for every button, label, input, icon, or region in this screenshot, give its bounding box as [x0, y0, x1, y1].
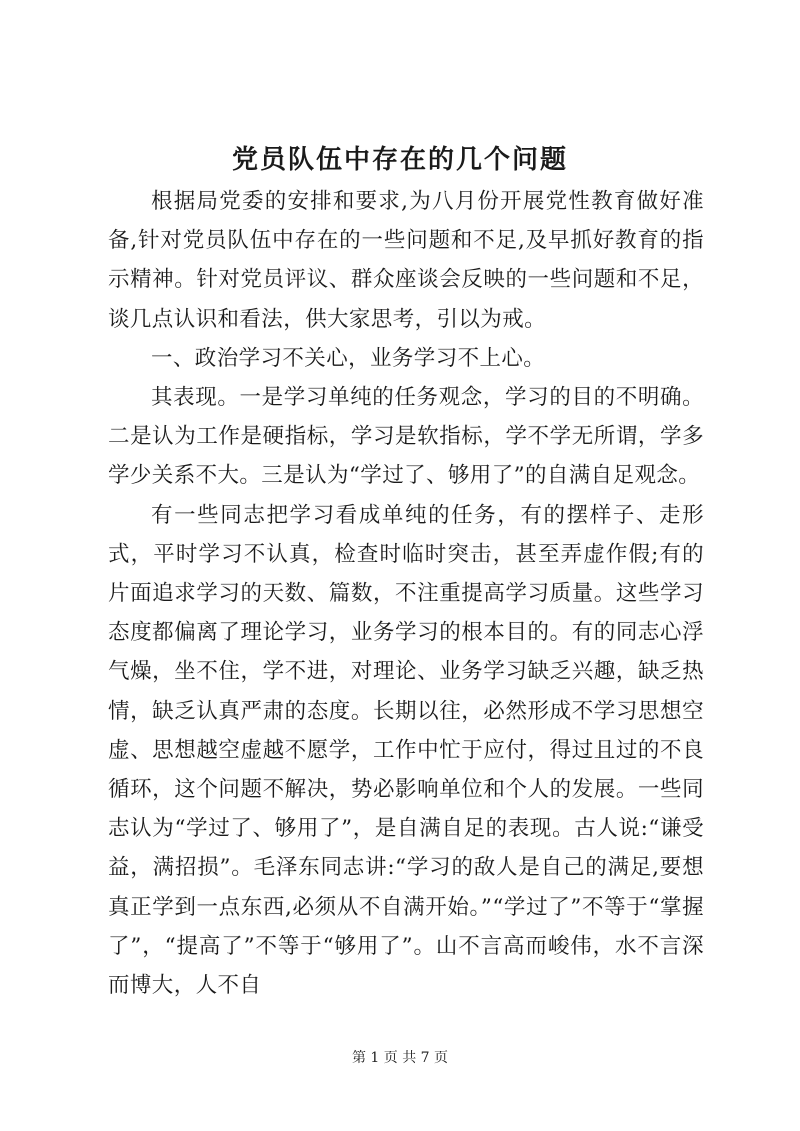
paragraph-analysis: 有一些同志把学习看成单纯的任务，有的摆样子、走形式，平时学习不认真，检查时临时突击，甚至弄虚作假;有的片面追求学习的天数、篇数，不注重提高学习质量。这些学习态度都偏离了理论学习，业务学习的根本目的。有的同志心浮气燥，坐不住，学不进，对理论、业务学习缺乏兴趣，缺乏热情，缺乏认真严肃的态度。长期以往，必然形成不学习思想空虚、思想越空虚越不愿学，工作中忙于应付，得过且过的不良循环，这个问题不解决，势必影响单位和个人的发展。一些同志认为“学过了、够用了”，是自满自足的表现。古人说:“谦受益，满招损”。毛泽东同志讲:“学习的敌人是自己的满足,要想真正学到一点东西,必须从不自满开始。”“学过了”不等于“掌握了”，“提高了”不等于“够用了”。山不言高而峻伟，水不言深而博大，人不自	[108, 502, 704, 999]
paragraph-section-heading: 一、政治学习不关心，业务学习不上心。	[151, 345, 546, 371]
document-body	[108, 182, 704, 1005]
document-title: 党员队伍中存在的几个问题	[231, 145, 568, 175]
paragraph-intro: 根据局党委的安排和要求,为八月份开展党性教育做好准备,针对党员队伍中存在的一些问题和不足,及早抓好教育的指示精神。针对党员评议、群众座谈会反映的一些问题和不足，谈几点认识和看法，供大家思考，引以为戒。	[108, 189, 704, 332]
paragraph-manifestations: 其表现。一是学习单纯的任务观念，学习的目的不明确。二是认为工作是硬指标，学习是软指标，学不学无所谓，学多学少关系不大。三是认为“学过了、够用了”的自满自足观念。	[108, 385, 704, 489]
page-number-footer: 第 1 页 共 7 页	[351, 1050, 449, 1066]
